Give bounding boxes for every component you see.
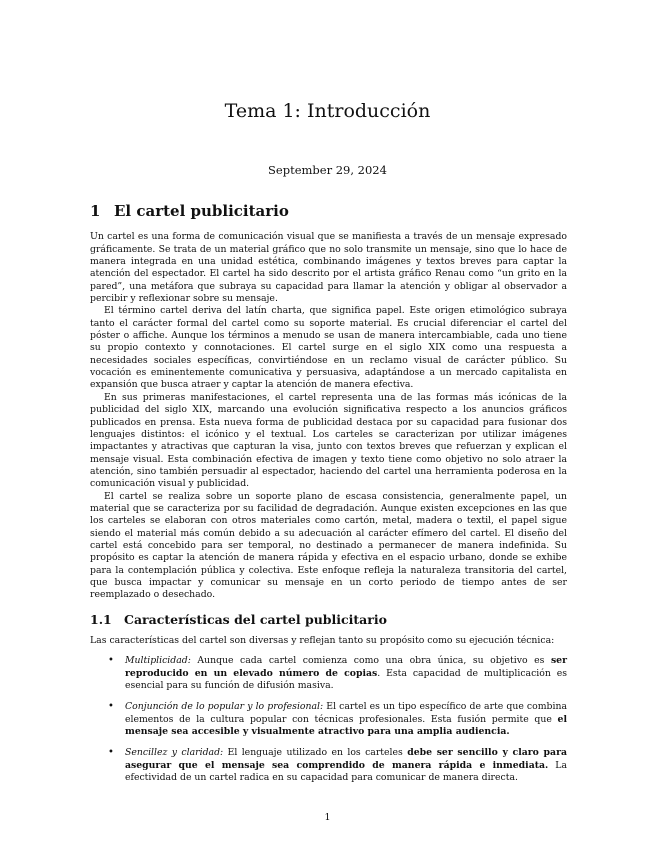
- item-text: Aunque cada cartel comienza como una obra única, su objetivo es: [190, 655, 551, 667]
- item-emphasis: el mensaje sea accesible y visualmente atractivo para una amplia audiencia.: [125, 713, 567, 738]
- item-text: . Esta capacidad de multiplicación es esencial para su función de difusión masiva.: [125, 667, 568, 692]
- document-body: [90, 202, 568, 793]
- item-emphasis: ser reproducido en un elevado número de copias: [125, 655, 567, 679]
- list-item: [90, 701, 567, 738]
- page-number: 1: [324, 812, 331, 823]
- subsection-number: 1.1: [90, 611, 112, 627]
- subsection-intro: Las características del cartel son diversas y reflejan tanto su propósito como su ejecución técnica:: [90, 635, 555, 646]
- item-term: Multiplicidad:: [125, 655, 191, 667]
- bullet-icon: •: [108, 747, 114, 759]
- subsection-title: Características del cartel publicitario: [124, 611, 387, 627]
- section-heading: [90, 202, 567, 220]
- section-title: El cartel publicitario: [114, 202, 289, 220]
- subsection-heading: [90, 611, 567, 627]
- list-item: [90, 747, 567, 784]
- item-term: Conjunción de lo popular y lo profesional:: [125, 701, 324, 713]
- list-item: [90, 655, 567, 692]
- document-title: Tema 1: Introducción: [224, 100, 431, 122]
- item-text: La efectividad de un cartel radica en su capacidad para comunicar de manera directa.: [125, 759, 568, 784]
- paragraph: En sus primeras manifestaciones, el cartel representa una de las formas más icónicas de la publicidad del siglo XIX, marcando una evolución significativa respecto a los anuncios gráficos publicados en prensa. Esta nueva forma de publicidad destaca por su capacidad para fusionar dos lenguajes distintos: el icónico y el textual. Los carteles se caracterizan por utilizar imágenes impactantes y atractivas que capturan la visa, junto con textos breves que refuerzan y explican el mensaje visual. Esta combinación efectiva de imagen y texto tiene como objetivo no solo atraer la atención, sino también persuadir al espectador, haciendo del cartel una herramienta poderosa en la comunicación visual y publicidad.: [90, 391, 567, 490]
- document-date: September 29, 2024: [268, 163, 387, 177]
- characteristics-list: [90, 655, 567, 784]
- item-text: El cartel es un tipo específico de arte que combina elementos de la cultura popular con técnicas profesionales. Esta fusión permite que: [125, 701, 568, 725]
- paragraph: El cartel se realiza sobre un soporte plano de escasa consistencia, generalmente papel, un material que se caracteriza por su facilidad de degradación. Aunque existen excepciones en las que los carteles se elaboran con otros materiales como cartón, metal, madera o textil, el papel sigue siendo el material más común debido a su adecuación al carácter efímero del cartel. El diseño del cartel está concebido para ser temporal, no destinado a permanecer de manera indefinida. Su propósito es captar la atención de manera rápida y efectiva en el espacio urbano, donde se exhibe para la contemplación pública y colectiva. Este enfoque refleja la naturaleza transitoria del cartel, que busca impactar y comunicar su mensaje en un corto periodo de tiempo antes de ser reemplazado o desechado.: [90, 490, 567, 601]
- paragraph: El término cartel deriva del latín charta, que significa papel. Este origen etimológico subraya tanto el carácter formal del cartel como su soporte material. Es crucial diferenciar el cartel del póster o affiche. Aunque los términos a menudo se usan de manera intercambiable, cada uno tiene su propio contexto y connotaciones. El cartel surge en el siglo XIX como una respuesta a necesidades sociales específicas, convirtiéndose en un reclamo visual de carácter público. Su vocación es eminentemente comunicativa y persuasiva, adaptándose a un mercado capitalista en expansión que busca atraer y captar la atención de manera efectiva.: [90, 305, 567, 391]
- item-text: El lenguaje utilizado en los carteles: [223, 747, 408, 759]
- bullet-icon: •: [108, 655, 114, 667]
- bullet-icon: •: [108, 701, 114, 713]
- item-term: Sencillez y claridad:: [125, 747, 224, 759]
- item-emphasis: debe ser sencillo y claro para asegurar que el mensaje sea comprendido de manera rápida e inmediata.: [125, 747, 567, 771]
- section-number: 1: [90, 202, 101, 220]
- paragraph: Un cartel es una forma de comunicación visual que se manifiesta a través de un mensaje expresado gráficamente. Se trata de un material gráfico que no solo transmite un mensaje, sino que lo hace de manera integrada en una unidad estética, combinando imágenes y textos breves para captar la atención del espectador. El cartel ha sido descrito por el artista gráfico Renau como “un grito en la pared”, una metáfora que subraya su capacidad para llamar la atención y obligar al observador a percibir y reflexionar sobre su mensaje.: [90, 231, 567, 305]
